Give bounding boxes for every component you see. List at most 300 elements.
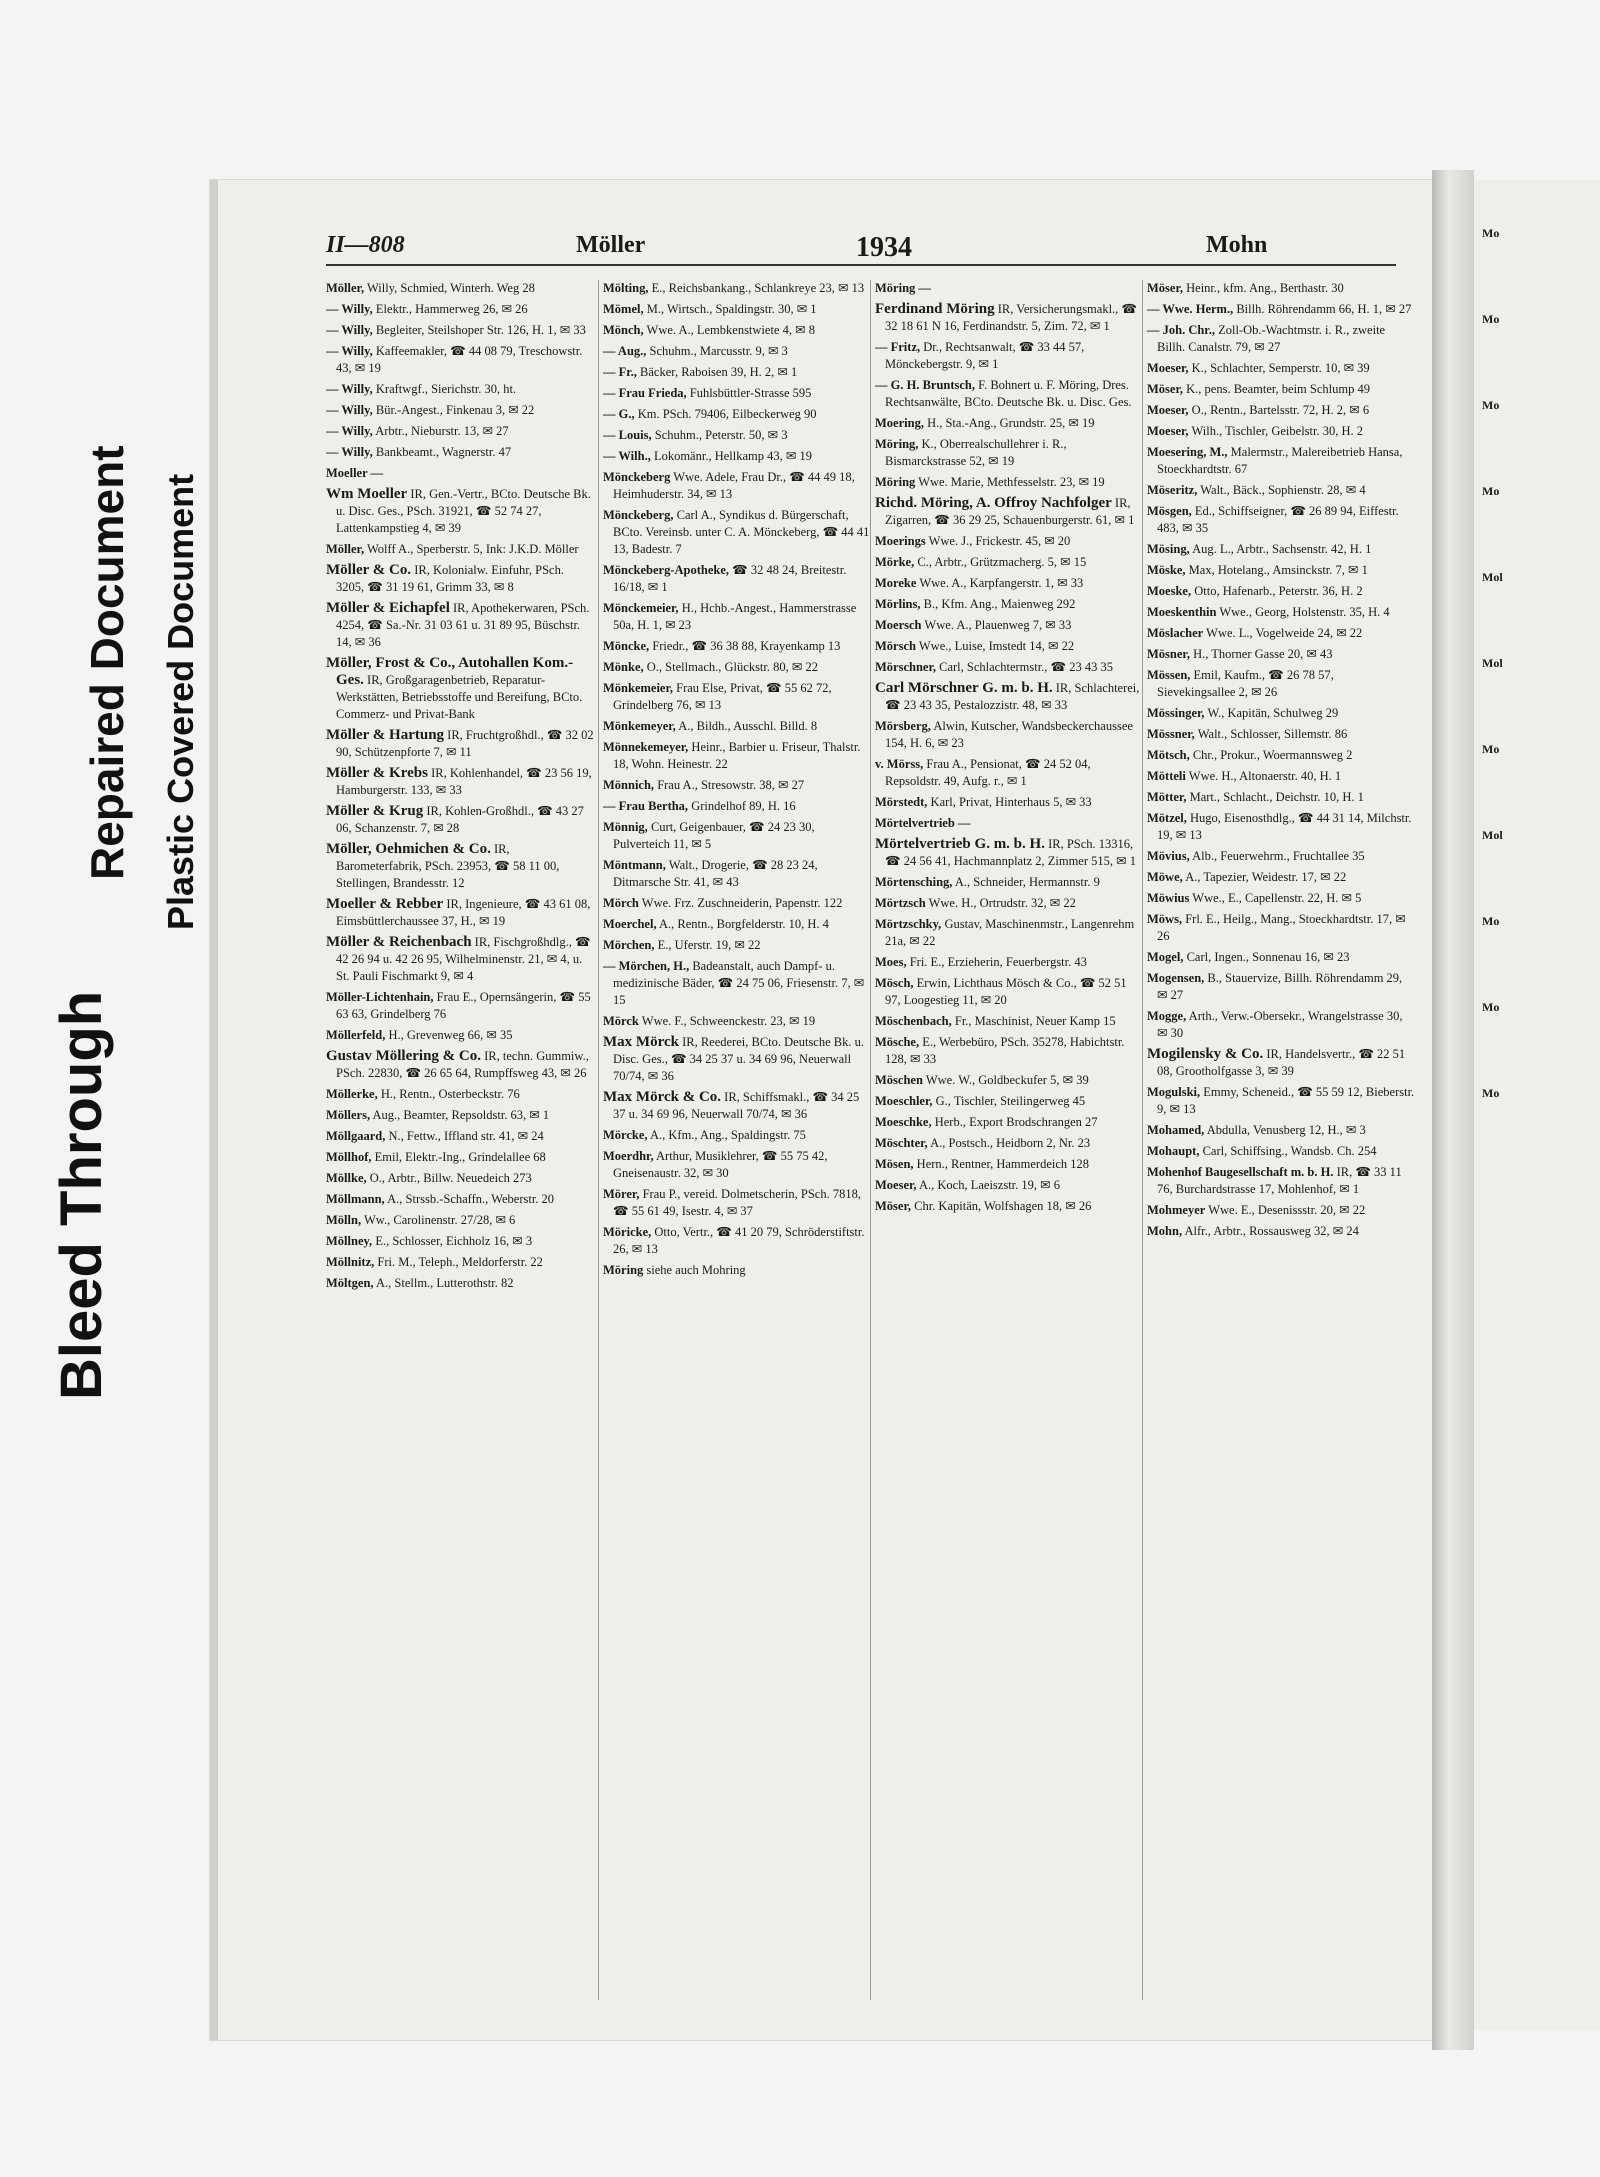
entry-details: Walt., Drogerie, ☎ 28 23 24, Ditmarsche Str. 41, ✉ 43 <box>613 858 818 889</box>
directory-entry <box>603 819 871 853</box>
entry-name: Mönnich, <box>603 778 655 792</box>
entry-name: Mohaupt, <box>1147 1144 1200 1158</box>
entry-name: Möllney, <box>326 1234 373 1248</box>
entry-details: Willy, Schmied, Winterh. Weg 28 <box>366 281 535 295</box>
entry-details: Dr., Rechtsanwalt, ☎ 33 44 57, Mönckebergstr. 9, ✉ 1 <box>885 340 1085 371</box>
directory-entry <box>1147 726 1415 743</box>
entry-name: Möllerfeld, <box>326 1028 386 1042</box>
entry-details: Karl, Privat, Hinterhaus 5, ✉ 33 <box>930 795 1092 809</box>
directory-entry <box>875 1156 1143 1173</box>
directory-entry <box>875 280 1143 297</box>
directory-entry <box>875 1135 1143 1152</box>
directory-entry <box>875 756 1143 790</box>
entry-details: Aug., Beamter, Repsoldstr. 63, ✉ 1 <box>372 1108 550 1122</box>
directory-entry <box>1147 482 1415 499</box>
entry-details: Wwe. A., Lembkenstwiete 4, ✉ 8 <box>646 323 815 337</box>
directory-entry <box>603 857 871 891</box>
entry-name: — Fr., <box>603 365 637 379</box>
entry-details: Kraftwgf., Sierichstr. 30, ht. <box>375 382 517 396</box>
entry-details: Arth., Verw.-Obersekr., Wrangelstrasse 30, ✉ 30 <box>1157 1009 1403 1040</box>
directory-entry <box>326 541 594 558</box>
directory-entry <box>1147 970 1415 1004</box>
entry-details: Fuhlsbüttler-Strasse 595 <box>689 386 812 400</box>
entry-name: Möllnitz, <box>326 1255 375 1269</box>
directory-entry <box>326 1212 594 1229</box>
entry-details: IR, Kohlen-Großhdl., ☎ 43 27 06, Schanzenstr. 7, ✉ 28 <box>336 804 584 835</box>
entry-details: Carl A., Syndikus d. Bürgerschaft, BCto. Vereinsb. unter C. A. Mönckeberg, ☎ 44 41 13, Badestr. 7 <box>613 508 870 556</box>
directory-entry <box>1147 280 1415 297</box>
directory-entry <box>326 280 594 297</box>
entry-name: Möller, Frost & Co., Autohallen Kom.-Ges. <box>326 655 574 688</box>
entry-details: H., Sta.-Ang., Grundstr. 25, ✉ 19 <box>927 416 1095 430</box>
entry-details: E., Schlosser, Eichholz 16, ✉ 3 <box>375 1234 533 1248</box>
entry-details: Alb., Feuerwehrm., Fruchtallee 35 <box>1192 849 1365 863</box>
entry-details: Frau E., Opernsängerin, ☎ 55 63 63, Grindelberg 76 <box>336 990 591 1021</box>
entry-details: IR, ☎ 33 11 76, Burchardstrasse 17, Mohlenhof, ✉ 1 <box>1157 1165 1402 1196</box>
entry-details: F. Bohnert u. F. Möring, Dres. Rechtsanwälte, BCto. Deutsche Bk. u. Disc. Ges. <box>885 378 1132 409</box>
entry-name: — Willy, <box>326 403 373 417</box>
directory-entry <box>603 659 871 676</box>
entry-name: — Louis, <box>603 428 652 442</box>
entry-name: Möller & Hartung <box>326 727 445 743</box>
entry-details: Carl, Ingen., Sonnenau 16, ✉ 23 <box>1186 950 1350 964</box>
entry-name: Möring — <box>875 281 931 295</box>
directory-entry <box>875 339 1143 373</box>
directory-entry <box>1147 402 1415 419</box>
entry-name: Mötter, <box>1147 790 1187 804</box>
directory-entry <box>326 1107 594 1124</box>
repaired-document-label: Repaired Document <box>81 445 133 880</box>
facing-page-fragment: Mo <box>1482 914 1500 928</box>
column-2 <box>598 280 871 2000</box>
entry-details: IR, Handelsvertr., ☎ 22 51 08, Grootholfgasse 3, ✉ 39 <box>1157 1047 1406 1078</box>
entry-details: Grindelhof 89, H. 16 <box>691 799 796 813</box>
directory-entry <box>875 1093 1143 1110</box>
entry-details: Wwe., Luise, Imstedt 14, ✉ 22 <box>918 639 1075 653</box>
entry-details: IR, Kolonialw. Einfuhr, PSch. 3205, ☎ 31 19 61, Grimm 33, ✉ 8 <box>336 563 564 594</box>
entry-details: Erwin, Lichthaus Mösch & Co., ☎ 52 51 97, Loogestieg 11, ✉ 20 <box>885 976 1127 1007</box>
entry-details: Max, Hotelang., Amsinckstr. 7, ✉ 1 <box>1188 563 1368 577</box>
entry-details: Walt., Bäck., Sophienstr. 28, ✉ 4 <box>1200 483 1366 497</box>
entry-details: Wwe. Adele, Frau Dr., ☎ 44 49 18, Heimhuderstr. 34, ✉ 13 <box>613 470 855 501</box>
entry-details: O., Stellmach., Glückstr. 80, ✉ 22 <box>646 660 818 674</box>
directory-entry <box>875 301 1143 335</box>
entry-name: Möller, Oehmichen & Co. <box>326 841 491 857</box>
entry-name: Mörtelvertrieb — <box>875 816 971 830</box>
entry-name: Möllerke, <box>326 1087 378 1101</box>
directory-entry <box>875 954 1143 971</box>
entry-name: Mölln, <box>326 1213 362 1227</box>
entry-details: Chr., Prokur., Woermannsweg 2 <box>1192 748 1353 762</box>
entry-details: Heinr., Barbier u. Friseur, Thalstr. 18, Wohn. Heinestr. 22 <box>613 740 861 771</box>
entry-details: G., Tischler, Steilingerweg 45 <box>935 1094 1086 1108</box>
entry-name: Mönch, <box>603 323 644 337</box>
entry-name: Möllke, <box>326 1171 367 1185</box>
entry-name: Mönnekemeyer, <box>603 740 689 754</box>
entry-name: Möschter, <box>875 1136 928 1150</box>
entry-name: — Joh. Chr., <box>1147 323 1215 337</box>
directory-entry <box>875 1114 1143 1131</box>
entry-details: Wwe., Georg, Holstenstr. 35, H. 4 <box>1219 605 1390 619</box>
directory-entry <box>1147 562 1415 579</box>
directory-entry <box>603 1148 871 1182</box>
entry-name: Mönnig, <box>603 820 648 834</box>
entry-details: Mart., Schlacht., Deichstr. 10, H. 1 <box>1189 790 1364 804</box>
directory-entry <box>603 301 871 318</box>
directory-entry <box>326 803 594 837</box>
directory-entry <box>875 916 1143 950</box>
directory-entry <box>326 301 594 318</box>
entry-name: Möricke, <box>603 1225 652 1239</box>
entry-name: Mösch, <box>875 976 914 990</box>
directory-entry <box>1147 810 1415 844</box>
directory-entry <box>603 958 871 1009</box>
entry-details: A., Tapezier, Weidestr. 17, ✉ 22 <box>1185 870 1347 884</box>
facing-page-fragment: Mo <box>1482 312 1500 326</box>
entry-name: Mösgen, <box>1147 504 1192 518</box>
directory-entry <box>875 815 1143 832</box>
entry-details: Carl, Schiffsing., Wandsb. Ch. 254 <box>1202 1144 1377 1158</box>
entry-name: Mogel, <box>1147 950 1184 964</box>
entry-name: Mogensen, <box>1147 971 1205 985</box>
entry-name: — Mörchen, H., <box>603 959 690 973</box>
entry-details: Frau A., Pensionat, ☎ 24 52 04, Repsoldstr. 49, Aufg. r., ✉ 1 <box>885 757 1091 788</box>
entry-name: Möser, <box>1147 281 1183 295</box>
entry-name: Möller & Reichenbach <box>326 934 472 950</box>
entry-details: Arbtr., Nieburstr. 13, ✉ 27 <box>375 424 509 438</box>
entry-name: — Willy, <box>326 323 373 337</box>
directory-entry <box>875 874 1143 891</box>
directory-entry <box>326 896 594 930</box>
directory-entry <box>875 718 1143 752</box>
directory-entry <box>875 1177 1143 1194</box>
entry-details: E., Uferstr. 19, ✉ 22 <box>657 938 761 952</box>
directory-entry <box>875 415 1143 432</box>
entry-name: Moeser, <box>1147 361 1189 375</box>
entry-name: Ferdinand Möring <box>875 301 995 317</box>
entry-name: Mohamed, <box>1147 1123 1205 1137</box>
entry-name: Moreke <box>875 576 917 590</box>
left-guide-word: Möller <box>576 232 646 258</box>
entry-details: Abdulla, Venusberg 12, H., ✉ 3 <box>1206 1123 1366 1137</box>
entry-details: Wolff A., Sperberstr. 5, Ink: J.K.D. Möller <box>366 542 579 556</box>
directory-entry <box>603 427 871 444</box>
entry-details: Elektr., Hammerweg 26, ✉ 26 <box>375 302 528 316</box>
entry-name: Möllers, <box>326 1108 371 1122</box>
entry-name: Mörsberg, <box>875 719 931 733</box>
entry-details: Frau Else, Privat, ☎ 55 62 72, Grindelberg 76, ✉ 13 <box>613 681 832 712</box>
entry-details: Wwe. J., Frickestr. 45, ✉ 20 <box>928 534 1071 548</box>
entry-name: — Willy, <box>326 344 373 358</box>
directory-entry <box>326 1128 594 1145</box>
entry-name: Möllgaard, <box>326 1129 386 1143</box>
entry-details: Heinr., kfm. Ang., Berthastr. 30 <box>1186 281 1344 295</box>
directory-entry <box>875 575 1143 592</box>
entry-name: Möller & Krug <box>326 803 424 819</box>
bleed-through-label: Bleed Through <box>49 990 114 1400</box>
directory-entry <box>603 937 871 954</box>
entry-details: Bankbeamt., Wagnerstr. 47 <box>375 445 512 459</box>
directory-entry <box>603 469 871 503</box>
entry-name: Mörch <box>603 896 639 910</box>
entry-name: Mogge, <box>1147 1009 1187 1023</box>
entry-details: Ww., Carolinenstr. 27/28, ✉ 6 <box>363 1213 516 1227</box>
entry-name: Moeser, <box>1147 403 1189 417</box>
entry-details: Alwin, Kutscher, Wandsbeckerchaussee 154, H. 6, ✉ 23 <box>885 719 1133 750</box>
entry-details: siehe auch Mohring <box>646 1263 746 1277</box>
entry-name: Möller & Co. <box>326 562 412 578</box>
entry-name: Mörtzschky, <box>875 917 942 931</box>
entry-name: Moeller & Rebber <box>326 896 444 912</box>
entry-name: — Wilh., <box>603 449 651 463</box>
entry-name: Möring, <box>875 437 919 451</box>
entry-details: IR, Fischgroßhdlg., ☎ 42 26 94 u. 42 26 95, Wilhelminenstr. 21, ✉ 4, u. St. Pauli Fischmarkt 9, ✉ 4 <box>336 935 591 983</box>
directory-entry <box>875 1034 1143 1068</box>
entry-details: Emmy, Scheneid., ☎ 55 59 12, Bieberstr. 9, ✉ 13 <box>1157 1085 1415 1116</box>
directory-entry <box>603 322 871 339</box>
entry-details: Chr. Kapitän, Wolfshagen 18, ✉ 26 <box>914 1199 1092 1213</box>
directory-entry <box>603 718 871 735</box>
directory-entry <box>1147 1223 1415 1240</box>
directory-entry <box>326 934 594 985</box>
entry-name: Mohmeyer <box>1147 1203 1206 1217</box>
entry-name: Mösche, <box>875 1035 920 1049</box>
entry-details: Frau P., vereid. Dolmetscherin, PSch. 7818, ☎ 55 61 49, Isestr. 4, ✉ 37 <box>613 1187 861 1218</box>
entry-name: Mötsch, <box>1147 748 1190 762</box>
entry-name: Mönkemeier, <box>603 681 674 695</box>
directory-entry <box>326 1149 594 1166</box>
entry-name: Moerdhr, <box>603 1149 654 1163</box>
entry-name: Mogulski, <box>1147 1085 1201 1099</box>
directory-entry <box>603 1186 871 1220</box>
directory-entry <box>1147 1164 1415 1198</box>
directory-entry <box>875 1198 1143 1215</box>
facing-page-fragment: Mo <box>1482 484 1500 498</box>
directory-entry <box>875 680 1143 714</box>
directory-entry <box>603 507 871 558</box>
entry-details: Wwe. Frz. Zuschneiderin, Papenstr. 122 <box>641 896 843 910</box>
column-3 <box>870 280 1143 2000</box>
directory-entry <box>875 554 1143 571</box>
entry-details: IR, techn. Gummiw., PSch. 22830, ☎ 26 65 64, Rumpffsweg 43, ✉ 26 <box>336 1049 589 1080</box>
directory-entry <box>875 377 1143 411</box>
entry-name: Mörck <box>603 1014 639 1028</box>
entry-details: Friedr., ☎ 36 38 88, Krayenkamp 13 <box>652 639 841 653</box>
entry-details: A., Kfm., Ang., Spaldingstr. 75 <box>649 1128 806 1142</box>
directory-entry <box>603 680 871 714</box>
entry-name: Möllhof, <box>326 1150 372 1164</box>
entry-details: A., Stellm., Lutterothstr. 82 <box>376 1276 514 1290</box>
entry-name: Möws, <box>1147 912 1183 926</box>
entry-name: Mohenhof Baugesellschaft m. b. H. <box>1147 1165 1334 1179</box>
entry-details: Herb., Export Brodschrangen 27 <box>934 1115 1098 1129</box>
entry-details: Wwe. H., Ortrudstr. 32, ✉ 22 <box>928 896 1076 910</box>
directory-entry <box>603 1224 871 1258</box>
entry-details: W., Kapitän, Schulweg 29 <box>1207 706 1339 720</box>
directory-entry <box>603 600 871 634</box>
directory-entry <box>1147 625 1415 642</box>
entry-name: Moeller — <box>326 466 384 480</box>
entry-name: — G., <box>603 407 635 421</box>
directory-entry <box>603 798 871 815</box>
entry-details: Malermstr., Malereibetrieb Hansa, Stoeckhardtstr. 67 <box>1157 445 1403 476</box>
entry-name: — Fritz, <box>875 340 921 354</box>
entry-name: Möltgen, <box>326 1276 374 1290</box>
entry-name: Mönckemeier, <box>603 601 679 615</box>
entry-details: A., Schneider, Hermannstr. 9 <box>954 875 1100 889</box>
directory-entry <box>1147 949 1415 966</box>
entry-details: Wwe. H., Altonaerstr. 40, H. 1 <box>1188 769 1342 783</box>
entry-details: Begleiter, Steilshoper Str. 126, H. 1, ✉ 33 <box>375 323 586 337</box>
entry-details: IR, Gen.-Vertr., BCto. Deutsche Bk. u. Disc. Ges., PSch. 31921, ☎ 52 74 27, Lattenkampstieg 4, ✉ 39 <box>336 487 591 535</box>
directory-entry <box>603 364 871 381</box>
directory-entry <box>326 1086 594 1103</box>
entry-name: Möring <box>875 475 916 489</box>
entry-details: Fr., Maschinist, Neuer Kamp 15 <box>954 1014 1116 1028</box>
directory-entry <box>326 1275 594 1292</box>
right-guide-word: Mohn <box>1206 232 1268 258</box>
entry-details: Fri. E., Erzieherin, Feuerbergstr. 43 <box>909 955 1087 969</box>
entry-details: Fri. M., Teleph., Meldorferstr. 22 <box>377 1255 543 1269</box>
directory-entry <box>326 655 594 723</box>
directory-entry <box>1147 444 1415 478</box>
entry-name: Carl Mörschner G. m. b. H. <box>875 680 1053 696</box>
entry-name: Wm Moeller <box>326 486 408 502</box>
entry-details: Wwe. A., Plauenweg 7, ✉ 33 <box>924 618 1072 632</box>
entry-name: Mövius, <box>1147 849 1190 863</box>
entry-details: E., Werbebüro, PSch. 35278, Habichtstr. 128, ✉ 33 <box>885 1035 1125 1066</box>
directory-entry <box>326 1027 594 1044</box>
entry-details: Ed., Schiffseigner, ☎ 26 89 94, Eiffestr. 483, ✉ 35 <box>1157 504 1399 535</box>
entry-name: Moeschke, <box>875 1115 932 1129</box>
directory-entry <box>603 1262 871 1279</box>
directory-entry <box>1147 301 1415 318</box>
entry-name: Möncke, <box>603 639 650 653</box>
entry-details: E., Reichsbankang., Schlankreye 23, ✉ 13 <box>651 281 865 295</box>
entry-name: Richd. Möring, A. Offroy Nachfolger <box>875 495 1112 511</box>
directory-entry <box>326 1254 594 1271</box>
entry-details: A., Koch, Laeiszstr. 19, ✉ 6 <box>918 1178 1060 1192</box>
directory-entry <box>875 659 1143 676</box>
directory-entry <box>1147 423 1415 440</box>
directory-entry <box>603 739 871 773</box>
entry-name: Mössen, <box>1147 668 1191 682</box>
entry-name: Mösing, <box>1147 542 1190 556</box>
entry-details: A., Rentn., Borgfelderstr. 10, H. 4 <box>659 917 829 931</box>
entry-name: Möntmann, <box>603 858 666 872</box>
directory-entry <box>1147 1122 1415 1139</box>
entry-name: Mörschner, <box>875 660 936 674</box>
entry-details: Alfr., Arbtr., Rossausweg 32, ✉ 24 <box>1184 1224 1359 1238</box>
entry-name: — Willy, <box>326 424 373 438</box>
entry-name: Mörer, <box>603 1187 640 1201</box>
entry-details: Wwe., E., Capellenstr. 22, H. ✉ 5 <box>1192 891 1362 905</box>
entry-name: Möller, <box>326 542 365 556</box>
entry-details: IR, Schlachterei, ☎ 23 43 35, Pestalozzistr. 48, ✉ 33 <box>885 681 1140 712</box>
entry-details: ☎ 32 48 24, Breitestr. 16/18, ✉ 1 <box>613 563 847 594</box>
plastic-covered-label: Plastic Covered Document <box>160 473 201 930</box>
entry-details: A., Bildh., Ausschl. Billd. 8 <box>678 719 818 733</box>
entry-name: — Aug., <box>603 344 647 358</box>
directory-entry <box>875 436 1143 470</box>
facing-page-fragment: Mol <box>1482 570 1503 584</box>
entry-name: — Willy, <box>326 302 373 316</box>
entry-name: Mogilensky & Co. <box>1147 1046 1264 1062</box>
entry-name: v. Mörss, <box>875 757 924 771</box>
entry-name: Mössner, <box>1147 727 1195 741</box>
directory-entry <box>1147 583 1415 600</box>
entry-name: Moeske, <box>1147 584 1192 598</box>
directory-entry <box>326 600 594 651</box>
directory-entry <box>1147 1202 1415 1219</box>
entry-details: Frau A., Stresowstr. 38, ✉ 27 <box>657 778 805 792</box>
directory-entry <box>603 1034 871 1085</box>
directory-entry <box>875 1072 1143 1089</box>
facing-page-fragment: Mo <box>1482 1086 1500 1100</box>
entry-details: Lokomänr., Hellkamp 43, ✉ 19 <box>653 449 812 463</box>
entry-name: Mössinger, <box>1147 706 1205 720</box>
facing-page-fragment: Mol <box>1482 828 1503 842</box>
directory-entry <box>1147 705 1415 722</box>
year: 1934 <box>856 232 912 263</box>
directory-entry <box>1147 789 1415 806</box>
directory-entry <box>603 448 871 465</box>
entry-name: Mölting, <box>603 281 649 295</box>
entry-details: K., Schlachter, Semperstr. 10, ✉ 39 <box>1191 361 1370 375</box>
page-number: II—808 <box>326 232 405 258</box>
directory-entry <box>1147 1084 1415 1118</box>
entry-details: N., Fettw., Iffland str. 41, ✉ 24 <box>388 1129 544 1143</box>
entry-details: Emil, Kaufm., ☎ 26 78 57, Sievekingsallee 2, ✉ 26 <box>1157 668 1334 699</box>
directory-entry <box>326 765 594 799</box>
entry-name: Moeschler, <box>875 1094 933 1108</box>
entry-details: IR, Zigarren, ☎ 36 29 25, Schauenburgerstr. 61, ✉ 1 <box>885 496 1135 527</box>
entry-details: Hern., Rentner, Hammerdeich 128 <box>916 1157 1090 1171</box>
entry-details: IR, Apothekerwaren, PSch. 4254, ☎ Sa.-Nr. 31 03 61 u. 31 89 95, Büschstr. 14, ✉ 36 <box>336 601 590 649</box>
directory-entry <box>1147 1008 1415 1042</box>
entry-name: Moerchel, <box>603 917 657 931</box>
entry-details: A., Strssb.-Schaffn., Weberstr. 20 <box>387 1192 555 1206</box>
entry-name: Moes, <box>875 955 907 969</box>
entry-details: Carl, Schlachtermstr., ☎ 23 43 35 <box>939 660 1114 674</box>
entry-name: Möwe, <box>1147 870 1183 884</box>
entry-details: Gustav, Maschinenmstr., Langenrehm 21a, ✉ 22 <box>885 917 1135 948</box>
entry-name: Max Mörck <box>603 1034 679 1050</box>
entry-details: H., Hchb.-Angest., Hammerstrasse 50a, H. 1, ✉ 23 <box>613 601 857 632</box>
entry-details: Billh. Röhrendamm 66, H. 1, ✉ 27 <box>1236 302 1412 316</box>
directory-entry <box>1147 381 1415 398</box>
entry-name: Möller, <box>326 281 365 295</box>
directory-entry <box>1147 747 1415 764</box>
entry-details: Wilh., Tischler, Geibelstr. 30, H. 2 <box>1191 424 1364 438</box>
entry-name: Moeskenthin <box>1147 605 1217 619</box>
entry-details: Wwe. F., Schweenckestr. 23, ✉ 19 <box>641 1014 816 1028</box>
entry-details: Wwe. L., Vogelweide 24, ✉ 22 <box>1206 626 1363 640</box>
directory-entry <box>603 562 871 596</box>
directory-entry <box>603 638 871 655</box>
book-spine <box>1432 170 1474 2050</box>
directory-entry <box>875 895 1143 912</box>
entry-name: Mörtensching, <box>875 875 953 889</box>
entry-details: C., Arbtr., Grützmacherg. 5, ✉ 15 <box>917 555 1087 569</box>
directory-entry <box>1147 667 1415 701</box>
facing-page-edge <box>1474 180 1600 2030</box>
directory-entry <box>326 322 594 339</box>
entry-name: Möseritz, <box>1147 483 1198 497</box>
entry-details: IR, Ingenieure, ☎ 43 61 08, Eimsbüttlerchaussee 37, H., ✉ 19 <box>336 897 591 928</box>
entry-name: Mörlins, <box>875 597 921 611</box>
entry-details: IR, Schiffsmakl., ☎ 34 25 37 u. 34 69 96, Neuerwall 70/74, ✉ 36 <box>613 1090 860 1121</box>
